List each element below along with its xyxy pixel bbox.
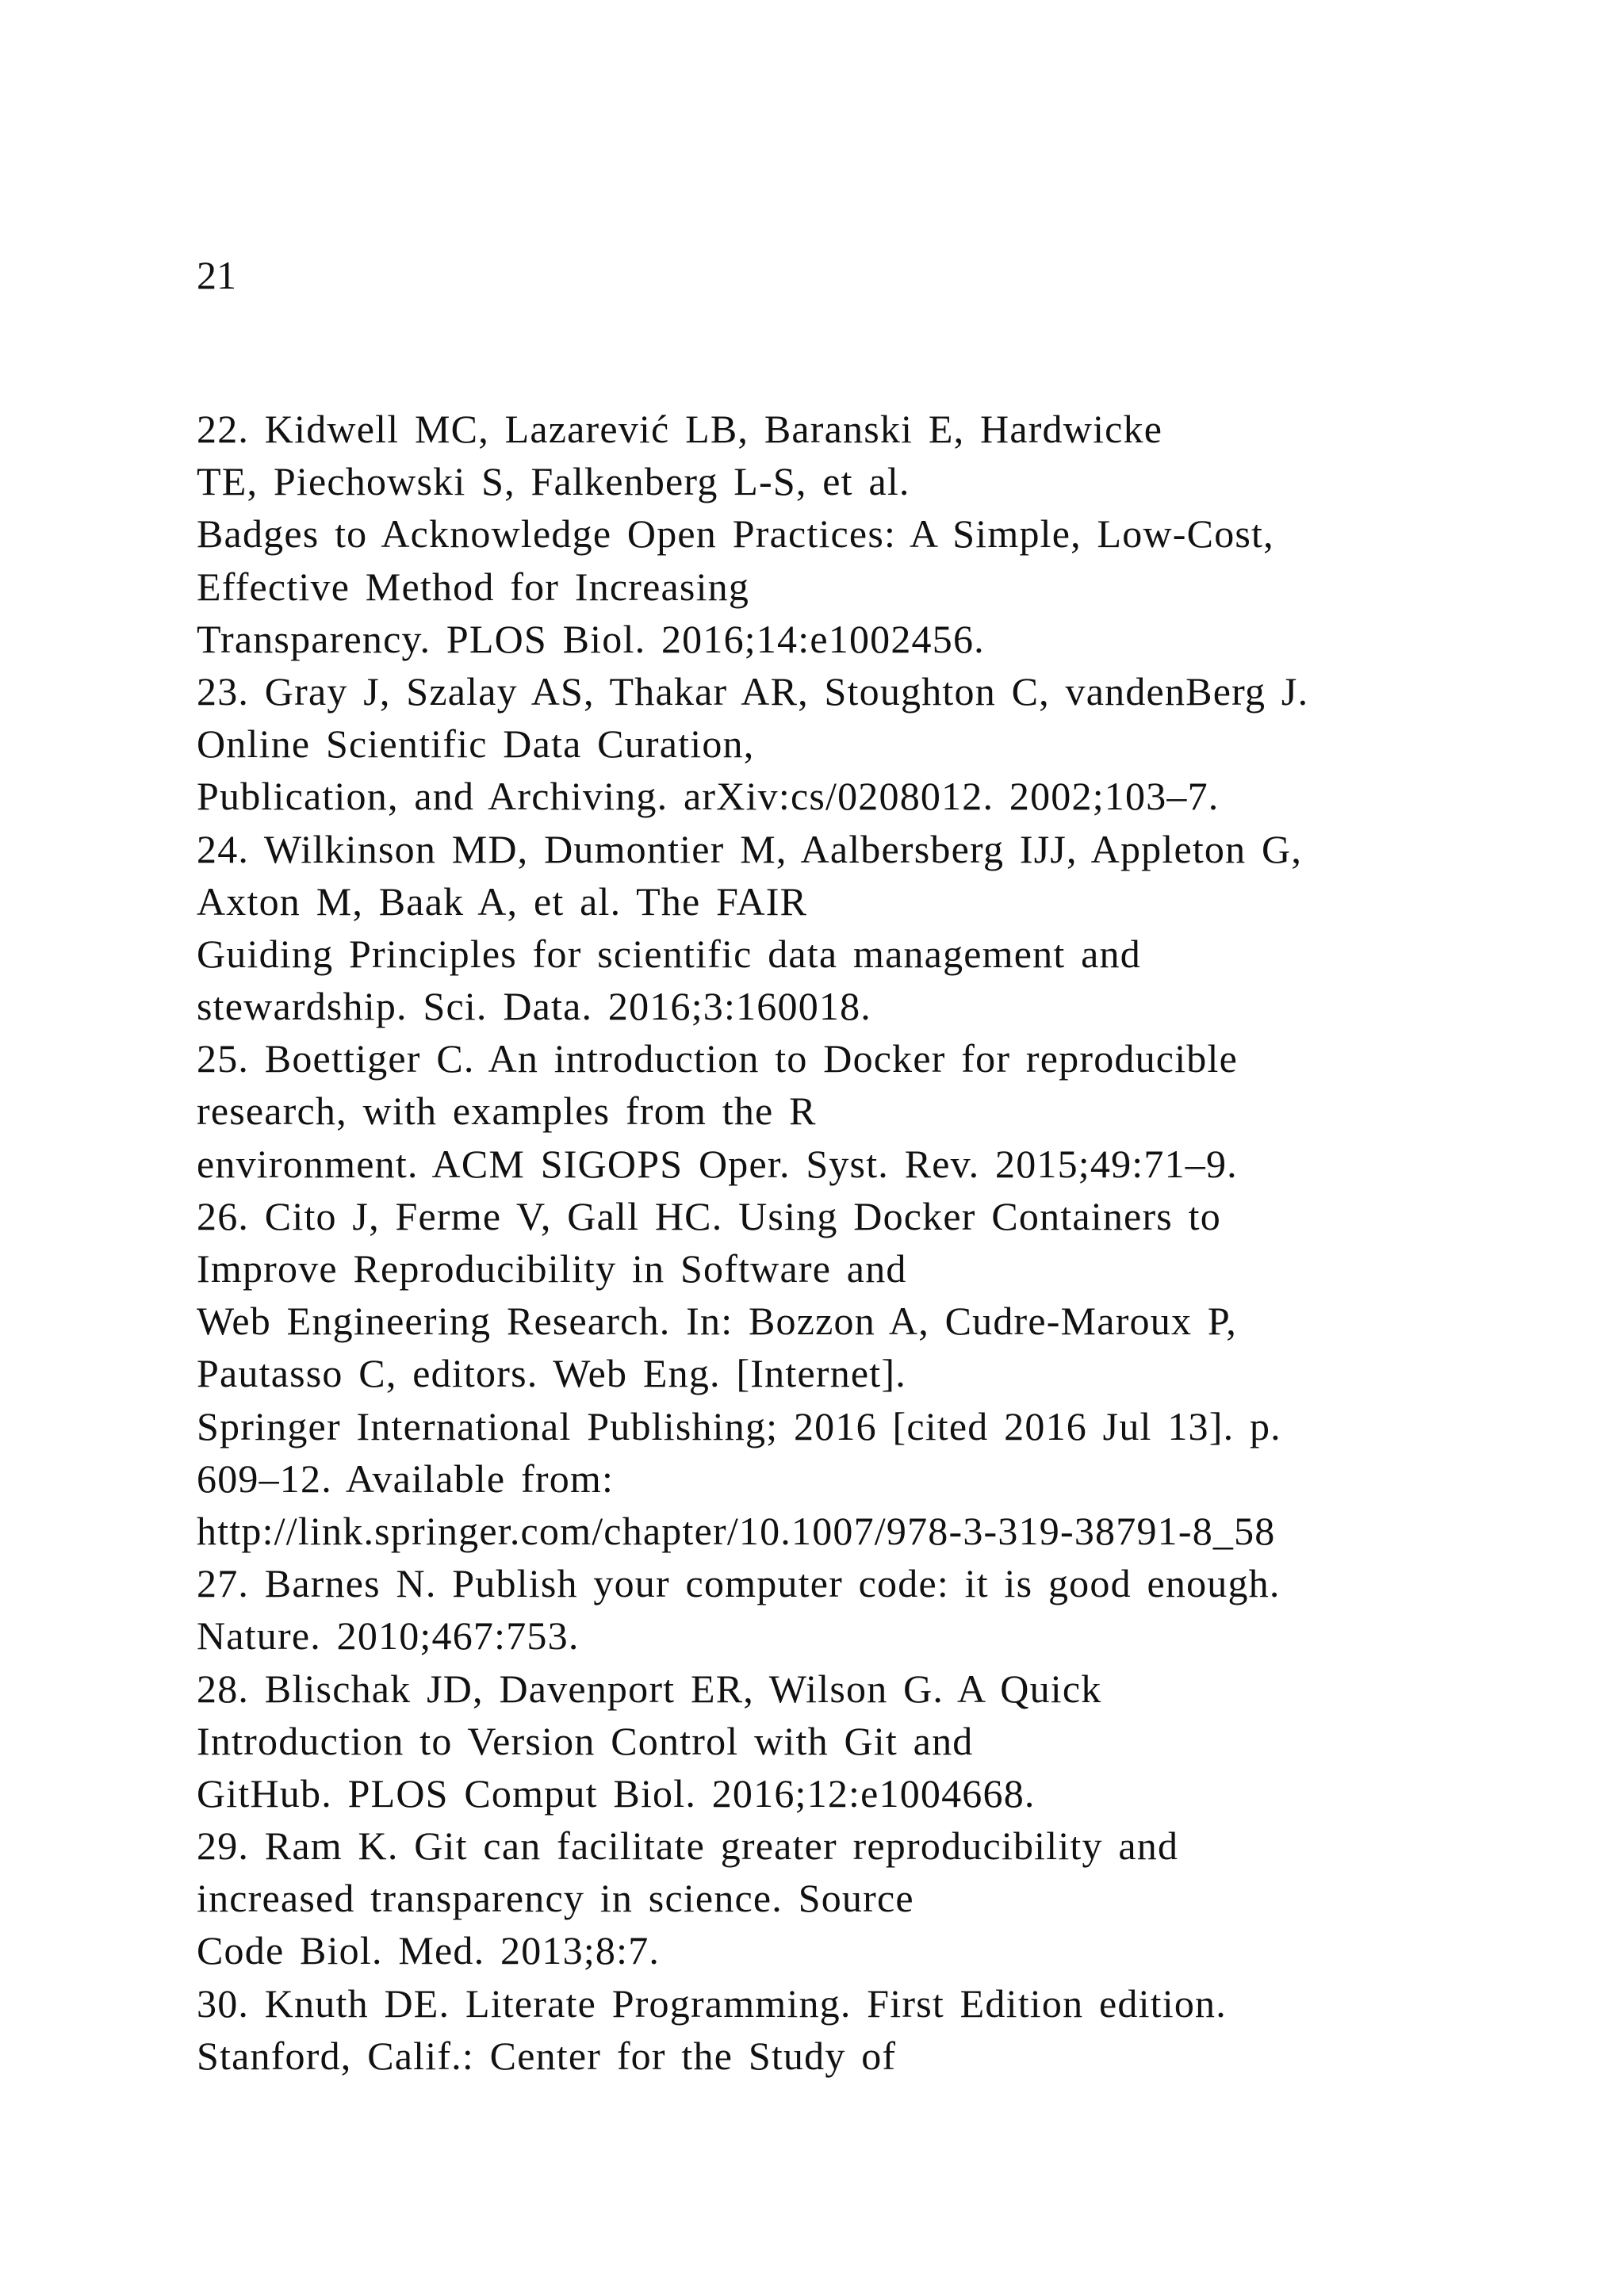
reference-item: [197, 403, 1434, 665]
reference-line: Stanford, Calif.: Center for the Study of: [197, 2033, 897, 2078]
reference-line: research, with examples from the R: [197, 1089, 817, 1134]
reference-line: 25. Boettiger C. An introduction to Docker for reproducible: [197, 1036, 1238, 1081]
reference-line: Code Biol. Med. 2013;8:7.: [197, 1928, 661, 1973]
reference-line: 23. Gray J, Szalay AS, Thakar AR, Stoughton C, vandenBerg J.: [197, 668, 1309, 714]
reference-line: Guiding Principles for scientific data management and: [197, 931, 1141, 976]
reference-list: [197, 403, 1434, 2082]
reference-line: Pautasso C, editors. Web Eng. [Internet].: [197, 1351, 906, 1396]
reference-line: Transparency. PLOS Biol. 2016;14:e1002456.: [197, 616, 985, 661]
reference-line: increased transparency in science. Source: [197, 1876, 914, 1921]
reference-line: Springer International Publishing; 2016 [cited 2016 Jul 13]. p.: [197, 1403, 1281, 1448]
reference-line: Improve Reproducibility in Software and: [197, 1246, 907, 1291]
reference-line: 22. Kidwell MC, Lazarević LB, Baranski E, Hardwicke: [197, 407, 1163, 451]
reference-line: stewardship. Sci. Data. 2016;3:160018.: [197, 984, 872, 1029]
reference-line: Introduction to Version Control with Git and: [197, 1718, 974, 1763]
reference-line: Web Engineering Research. In: Bozzon A, Cudre-Maroux P,: [197, 1299, 1238, 1344]
reference-line: 609–12. Available from:: [197, 1456, 615, 1501]
reference-url[interactable]: http://link.springer.com/chapter/10.1007/978-3-319-38791-8_58: [197, 1508, 1276, 1553]
reference-line: Axton M, Baak A, et al. The FAIR: [197, 878, 808, 924]
reference-item: [197, 1032, 1434, 1190]
reference-line: Badges to Acknowledge Open Practices: A Simple, Low-Cost,: [197, 511, 1274, 557]
reference-line: 30. Knuth DE. Literate Programming. First Edition edition.: [197, 1980, 1227, 2026]
reference-line: 27. Barnes N. Publish your computer code: it is good enough.: [197, 1561, 1281, 1606]
page-number: 21: [197, 253, 236, 297]
reference-item: [197, 665, 1434, 823]
reference-line: 24. Wilkinson MD, Dumontier M, Aalbersberg IJJ, Appleton G,: [197, 826, 1303, 871]
reference-line: Publication, and Archiving. arXiv:cs/0208012. 2002;103–7.: [197, 774, 1220, 819]
reference-item: [197, 1557, 1434, 1662]
reference-line: Online Scientific Data Curation,: [197, 721, 755, 767]
reference-line: environment. ACM SIGOPS Oper. Syst. Rev. 2015;49:71–9.: [197, 1141, 1238, 1186]
reference-item: [197, 1190, 1434, 1557]
reference-item: [197, 1820, 1434, 1977]
reference-line: TE, Piechowski S, Falkenberg L-S, et al.: [197, 459, 910, 504]
reference-line: Effective Method for Increasing: [197, 564, 750, 609]
reference-item: [197, 1977, 1434, 2082]
reference-line: 26. Cito J, Ferme V, Gall HC. Using Docker Containers to: [197, 1193, 1221, 1238]
reference-line: GitHub. PLOS Comput Biol. 2016;12:e1004668.: [197, 1770, 1036, 1816]
reference-line: Nature. 2010;467:753.: [197, 1613, 580, 1659]
reference-item: [197, 823, 1434, 1033]
reference-item: [197, 1663, 1434, 1820]
reference-line: 28. Blischak JD, Davenport ER, Wilson G. A Quick: [197, 1666, 1102, 1711]
reference-line: 29. Ram K. Git can facilitate greater reproducibility and: [197, 1823, 1179, 1869]
